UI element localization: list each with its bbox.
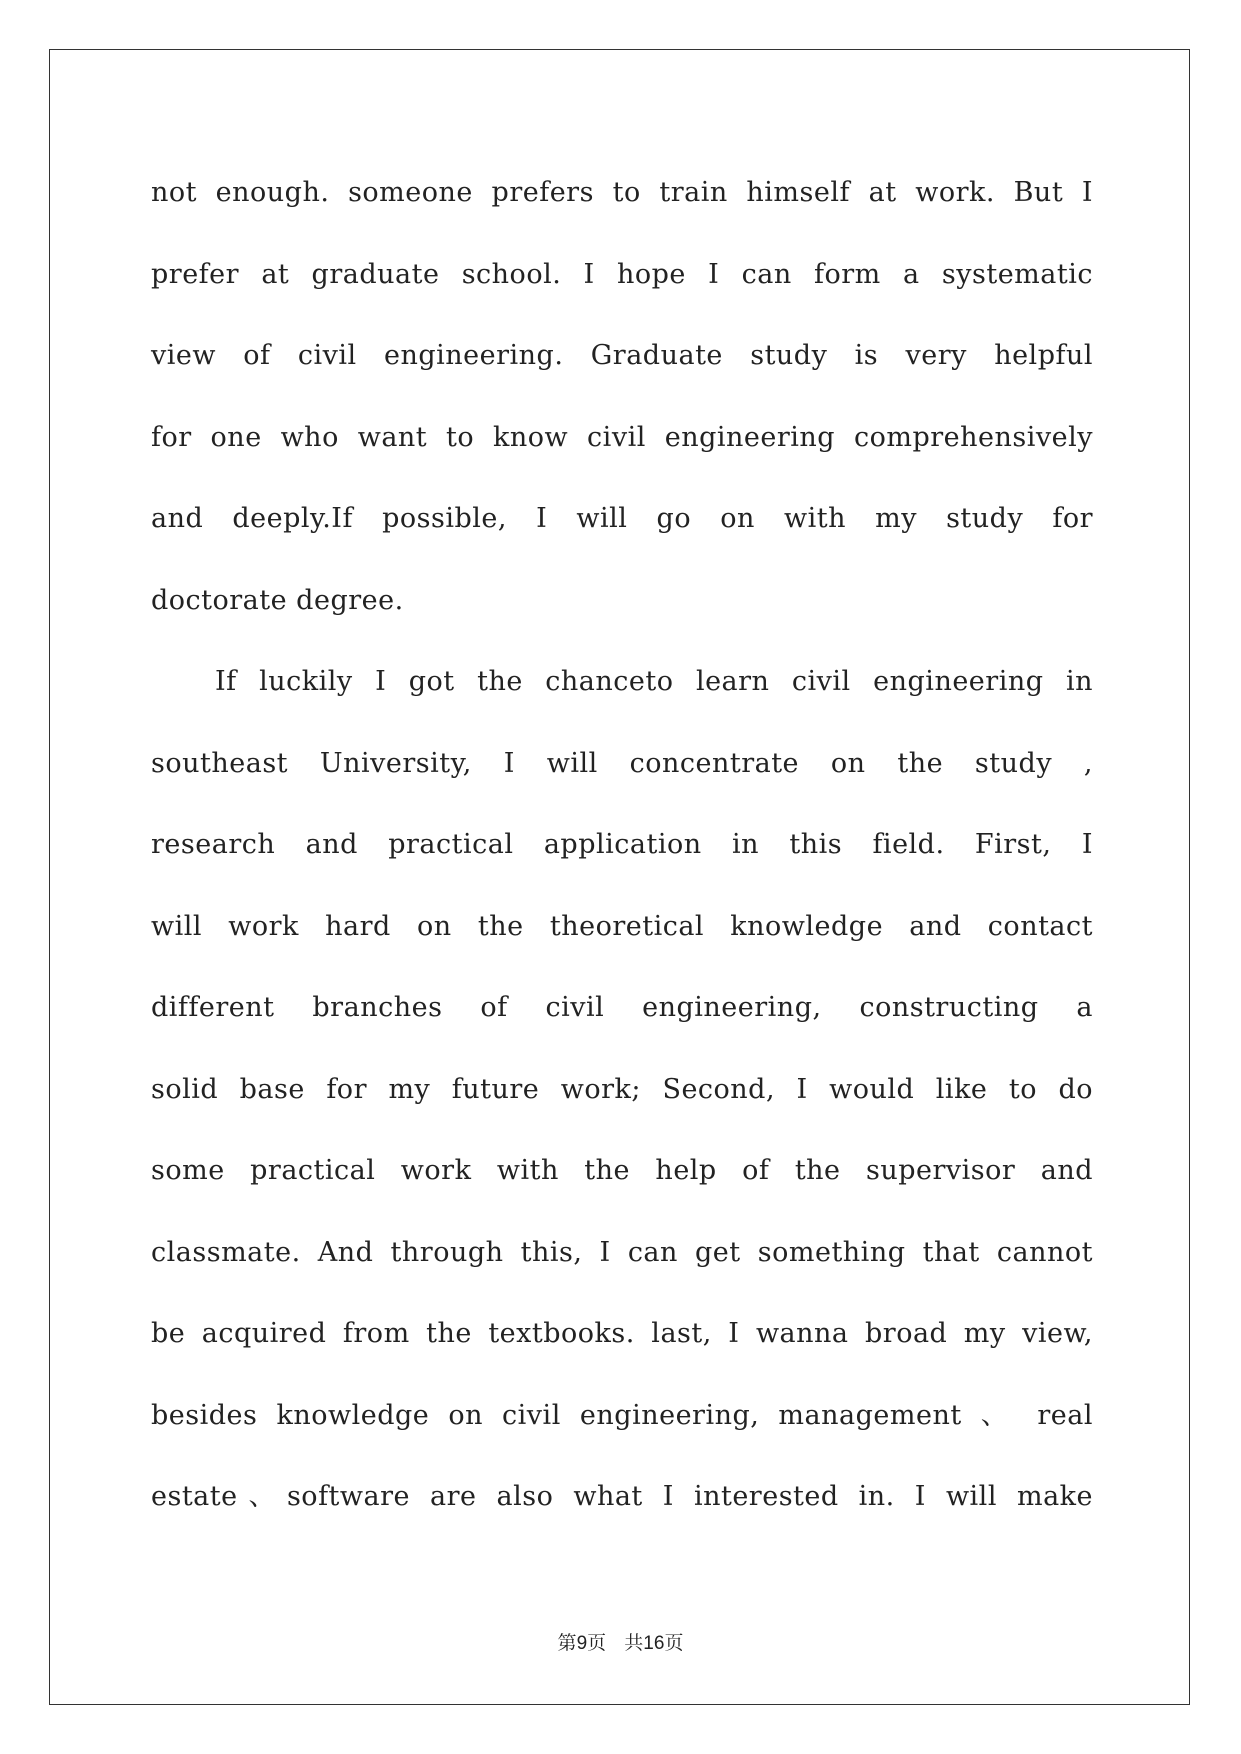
text-line: be acquired from the textbooks. last, I wanna broad my view, bbox=[151, 1318, 1093, 1349]
text-line: different branches of civil engineering, constructing a bbox=[151, 992, 1093, 1023]
text-line: and deeply.If possible, I will go on with my study for bbox=[151, 503, 1093, 534]
text-line: estate、software are also what I interested in. I will make bbox=[151, 1481, 1093, 1512]
page-number: 9 bbox=[576, 1633, 588, 1654]
text-line: classmate. And through this, I can get something that cannot bbox=[151, 1236, 1093, 1268]
text-line: will work hard on the theoretical knowledge and contact bbox=[151, 910, 1093, 942]
page-prefix: 第 bbox=[557, 1632, 577, 1654]
text-line: doctorate degree. bbox=[151, 584, 404, 616]
text-line: southeast University, I will concentrate on the study , bbox=[151, 747, 1093, 779]
text-line: If luckily I got the chanceto learn civil engineering in bbox=[215, 666, 1093, 697]
text-line: solid base for my future work; Second, I would like to do bbox=[151, 1073, 1093, 1105]
total-pages: 16 bbox=[643, 1633, 665, 1654]
total-suffix: 页 bbox=[664, 1632, 684, 1654]
total-prefix: 共 bbox=[624, 1632, 644, 1654]
text-line: for one who want to know civil engineering comprehensively bbox=[151, 421, 1093, 453]
text-line: prefer at graduate school. I hope I can form a systematic bbox=[151, 258, 1093, 290]
text-line: research and practical application in this field. First, I bbox=[151, 829, 1093, 860]
text-line: besides knowledge on civil engineering, management 、 real bbox=[151, 1399, 1093, 1431]
text-line: some practical work with the help of the supervisor and bbox=[151, 1155, 1093, 1186]
text-line: not enough. someone prefers to train himself at work. But I bbox=[151, 177, 1093, 208]
text-line: view of civil engineering. Graduate study is very helpful bbox=[151, 340, 1093, 371]
document-body bbox=[151, 152, 1093, 1538]
page-footer bbox=[0, 1630, 1241, 1657]
page-suffix: 页 bbox=[587, 1632, 607, 1654]
